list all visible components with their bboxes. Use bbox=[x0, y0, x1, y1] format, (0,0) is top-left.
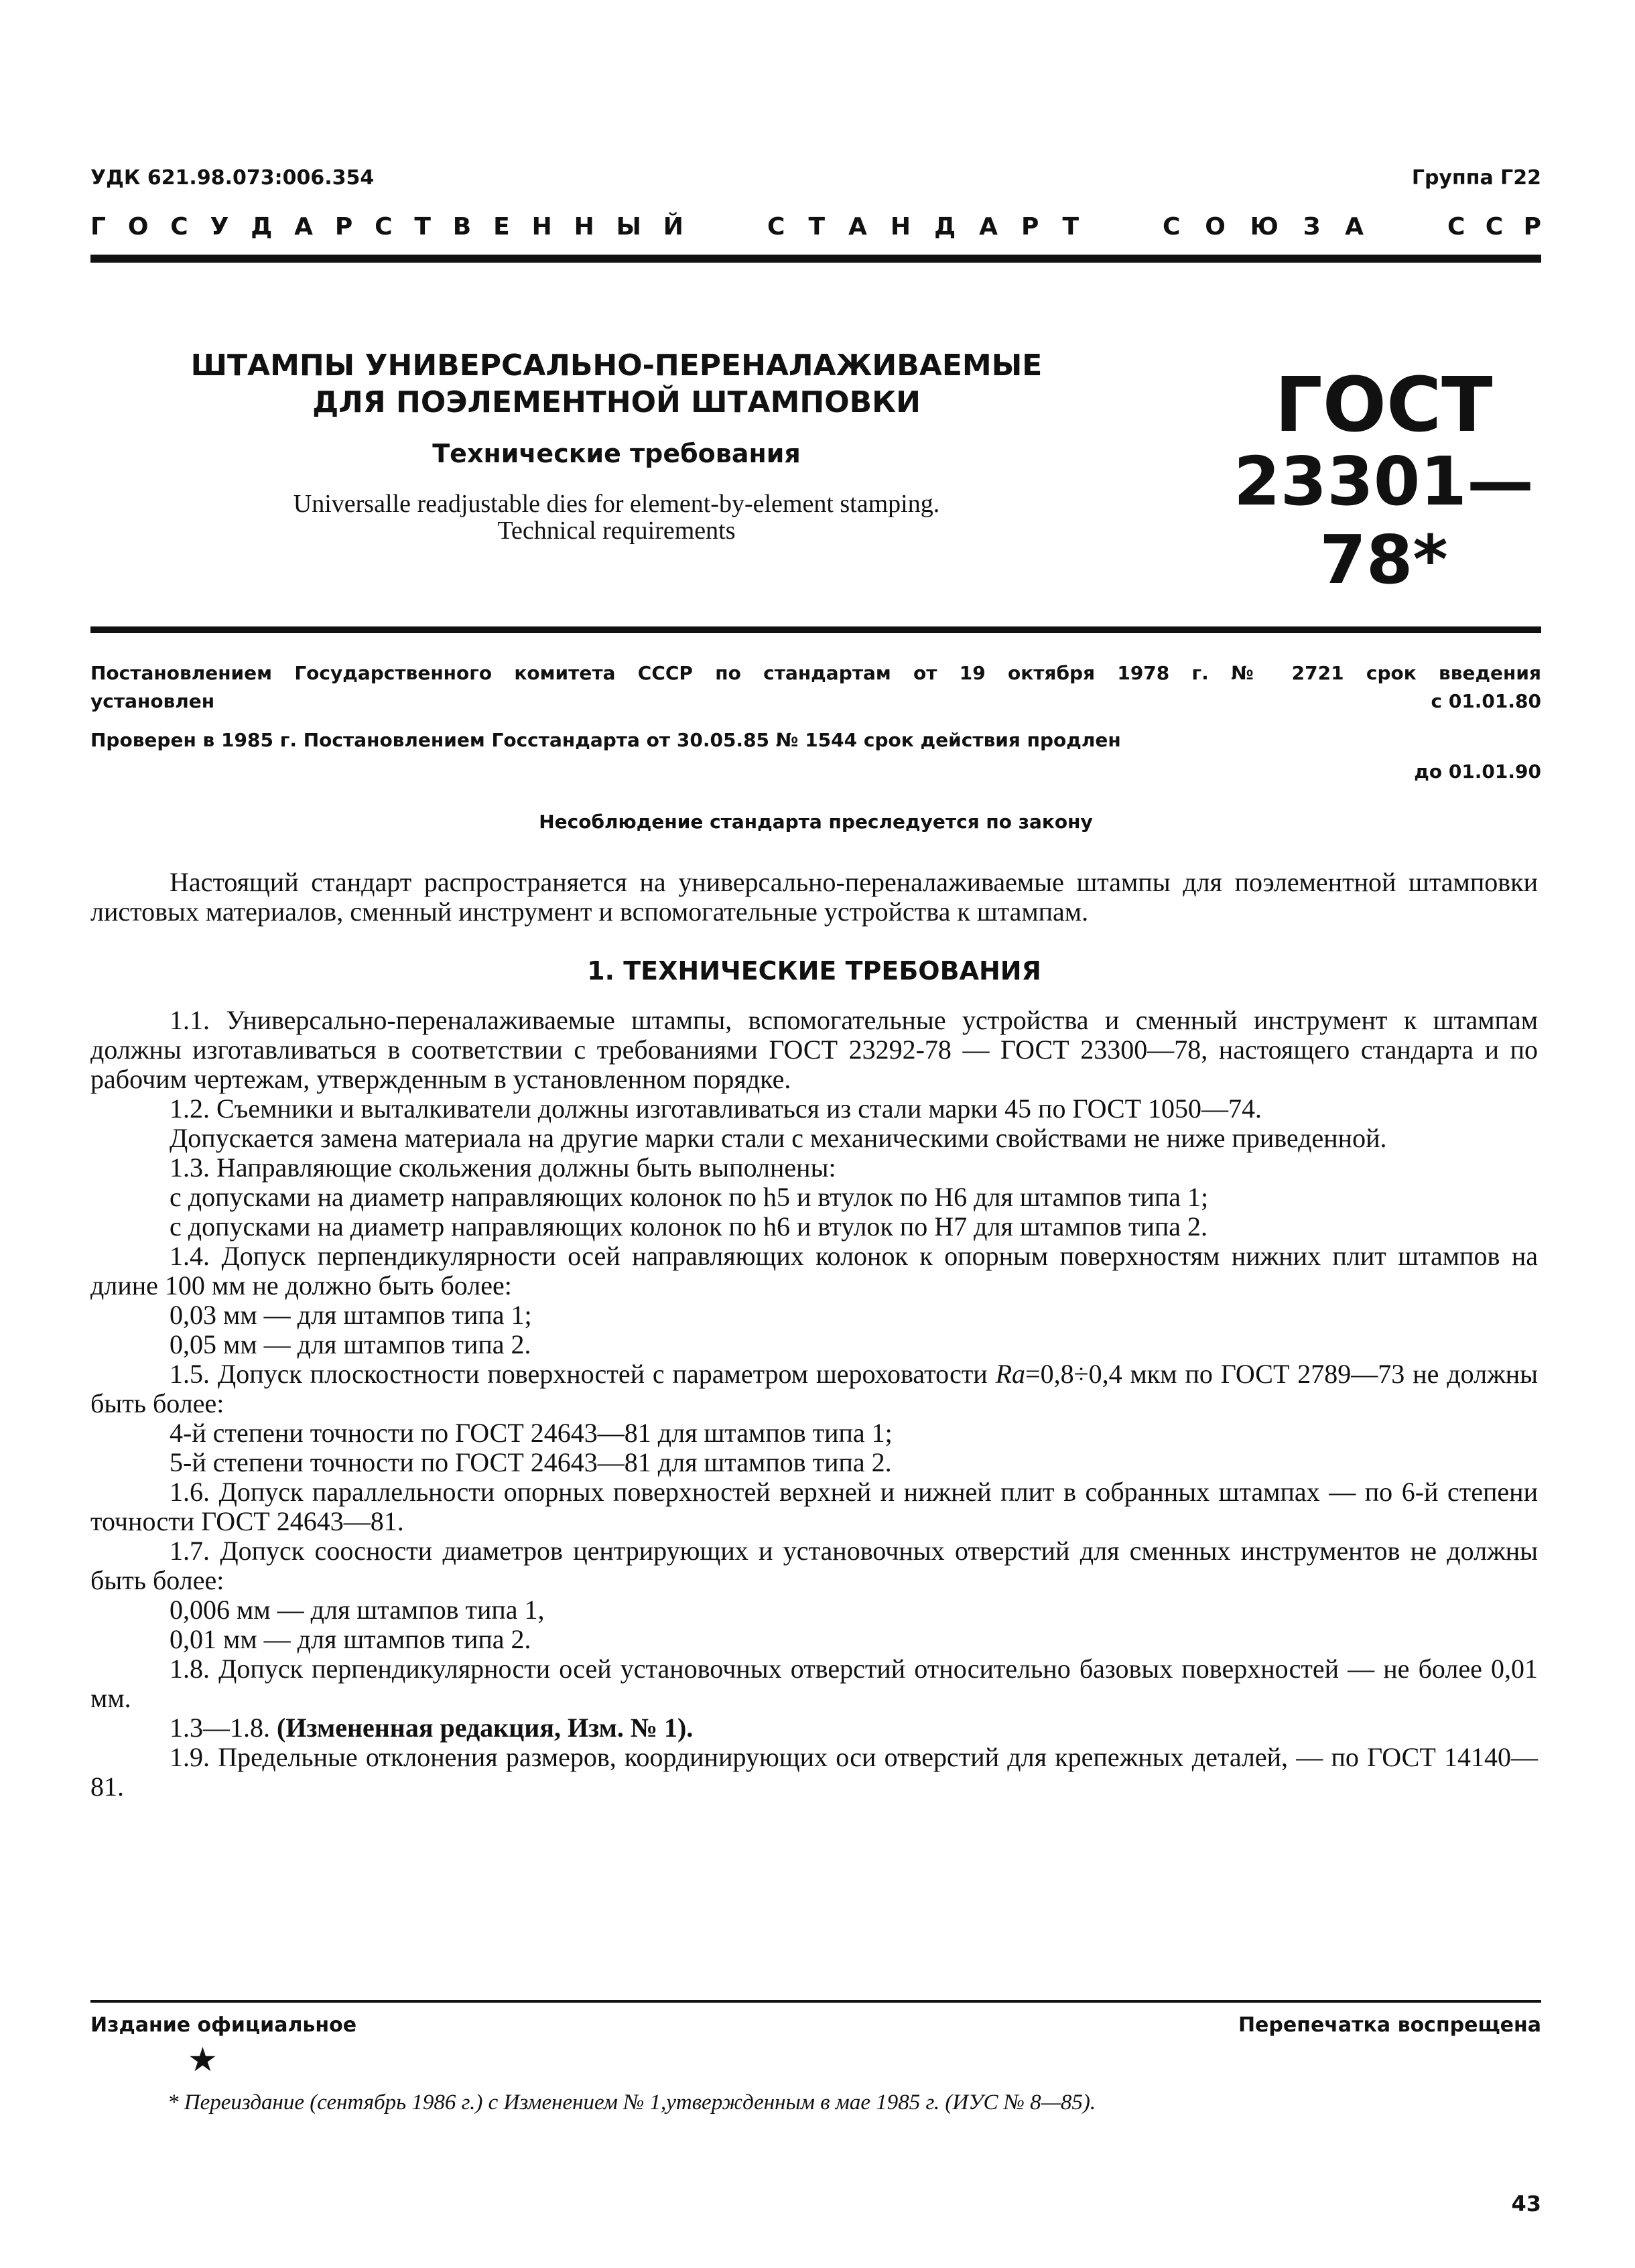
clause-1-1: 1.1. Универсально-переналаживаемые штампы, вспомогательные устройства и сменный инструмент к штампам должны изготавливаться в соответствии с требованиями ГОСТ 23292-78 — ГОСТ 23300—78, настоящего стандарта и по рабочим чертежам, утвержденным в установленном порядке. bbox=[90, 1005, 1538, 1094]
title-line-2: ДЛЯ ПОЭЛЕМЕНТНОЙ ШТАМПОВКИ bbox=[312, 385, 921, 419]
clause-1-5-ra: Ra bbox=[995, 1359, 1026, 1389]
banner-letter: Н bbox=[531, 213, 552, 241]
clause-1-3: 1.3. Направляющие скольжения должны быть выполнены: bbox=[170, 1152, 836, 1183]
banner-letter: Р bbox=[1523, 213, 1541, 241]
banner-word-1 bbox=[90, 213, 683, 247]
banner-word-2 bbox=[767, 213, 1079, 247]
banner-letter: Д bbox=[934, 213, 956, 241]
banner-letter: Д bbox=[251, 213, 273, 241]
decree-effective-date: с 01.01.80 bbox=[1431, 690, 1541, 712]
clause-1-3-b: с допусками на диаметр направляющих колонок по h6 и втулок по H7 для штампов типа 2. bbox=[170, 1211, 1208, 1242]
udk-code: УДК 621.98.073:006.354 bbox=[90, 166, 375, 190]
banner-letter: Т bbox=[1062, 213, 1079, 241]
clause-1-8: 1.8. Допуск перпендикулярности осей установочных отверстий относительно базовых поверхностей — не более 0,01 мм. bbox=[90, 1654, 1538, 1713]
decree-line-3: Проверен в 1985 г. Постановлением Госстандарта от 30.05.85 № 1544 срок действия продлен bbox=[90, 729, 1121, 751]
clause-1-2: 1.2. Съемники и выталкиватели должны изготавливаться из стали марки 45 по ГОСТ 1050—74. bbox=[170, 1093, 1262, 1124]
banner-letter: Т bbox=[808, 213, 825, 241]
clause-1-7: 1.7. Допуск соосности диаметров центрирующих и установочных отверстий для сменных инструментов не должны быть более: bbox=[90, 1536, 1538, 1595]
banner-letter: С bbox=[375, 213, 393, 241]
banner-letter: Р bbox=[334, 213, 353, 241]
intro-paragraph: Настоящий стандарт распространяется на универсально-переналаживаемые штампы для поэлементной штамповки листовых материалов, сменный инструмент и вспомогательные устройства к штампам. bbox=[90, 867, 1538, 927]
clause-1-7-b: 0,01 мм — для штампов типа 2. bbox=[170, 1624, 531, 1654]
banner-letter: Н bbox=[890, 213, 911, 241]
banner-letter: Й bbox=[663, 213, 683, 241]
banner-letter: Г bbox=[90, 213, 106, 241]
header-rule bbox=[90, 255, 1541, 263]
clause-1-6: 1.6. Допуск параллельности опорных поверхностей верхней и нижней плит в собранных штампах — по 6-й степени точности ГОСТ 24643—81. bbox=[90, 1477, 1538, 1536]
amendment-text: (Измененная редакция, Изм. № 1). bbox=[277, 1713, 694, 1743]
amendment-range: 1.3—1.8. bbox=[170, 1713, 277, 1743]
clause-1-5-a: 4-й степени точности по ГОСТ 24643—81 для штампов типа 1; bbox=[170, 1418, 893, 1448]
banner-letter: А bbox=[979, 213, 998, 241]
banner-letter: С bbox=[767, 213, 785, 241]
penalty-notice: Несоблюдение стандарта преследуется по закону bbox=[539, 811, 1093, 833]
banner-letter: О bbox=[127, 213, 149, 241]
gost-label: ГОСТ bbox=[1274, 362, 1493, 449]
clause-1-4: 1.4. Допуск перпендикулярности осей направляющих колонок к опорным поверхностям нижних плит штампов на длине 100 мм не должно быть более: bbox=[90, 1241, 1538, 1300]
banner-letter: Т bbox=[414, 213, 431, 241]
banner-letter: Ю bbox=[1250, 213, 1279, 241]
english-title-1: Universalle readjustable dies for element-by-element stamping. bbox=[293, 490, 940, 518]
reprint-prohibited: Перепечатка воспрещена bbox=[1238, 2013, 1541, 2037]
banner-letter: В bbox=[452, 213, 472, 241]
footer-rule bbox=[90, 2000, 1541, 2003]
star-icon: ★ bbox=[188, 2041, 218, 2078]
clause-1-7-a: 0,006 мм — для штампов типа 1, bbox=[170, 1595, 545, 1625]
standard-body bbox=[90, 868, 1538, 1802]
banner-letter: Н bbox=[574, 213, 594, 241]
official-edition: Издание официальное bbox=[90, 2013, 357, 2037]
banner-letter: Р bbox=[1021, 213, 1039, 241]
title-subtitle: Технические требования bbox=[432, 439, 801, 468]
banner-letter: У bbox=[210, 213, 229, 241]
decree-line-2: установлен bbox=[90, 690, 215, 712]
clause-1-3-a: с допусками на диаметр направляющих колонок по h5 и втулок по H6 для штампов типа 1; bbox=[170, 1182, 1209, 1212]
section-title: 1. ТЕХНИЧЕСКИЕ ТРЕБОВАНИЯ bbox=[587, 956, 1041, 986]
clause-1-4-a: 0,03 мм — для штампов типа 1; bbox=[170, 1300, 532, 1330]
gost-number: 23301—78* bbox=[1234, 442, 1534, 599]
clause-1-9: 1.9. Предельные отклонения размеров, координирующих оси отверстий для крепежных деталей, — по ГОСТ 14140—81. bbox=[90, 1742, 1538, 1802]
group-code: Группа Г22 bbox=[1411, 166, 1541, 190]
clause-1-4-b: 0,05 мм — для штампов типа 2. bbox=[170, 1329, 531, 1359]
banner-letter: А bbox=[848, 213, 867, 241]
page-number: 43 bbox=[1511, 2191, 1541, 2216]
state-standard-banner bbox=[90, 213, 1541, 247]
clause-1-2-note: Допускается замена материала на другие марки стали с механическими свойствами не ниже приведенной. bbox=[170, 1123, 1387, 1153]
reissue-footnote: * Переиздание (сентябрь 1986 г.) с Изменением № 1,утвержденным в мае 1985 г. (ИУС № 8—85). bbox=[168, 2090, 1096, 2115]
banner-letter: Е bbox=[493, 213, 510, 241]
banner-letter: А bbox=[294, 213, 313, 241]
banner-letter: С bbox=[1447, 213, 1465, 241]
banner-letter: З bbox=[1303, 213, 1321, 241]
english-title-2: Technical requirements bbox=[497, 517, 736, 545]
clause-1-5 bbox=[90, 1359, 1538, 1418]
banner-letter: О bbox=[1205, 213, 1226, 241]
decree-line-1: Постановлением Государственного комитета СССР по стандартам от 19 октября 1978 г. № 2721 срок введения bbox=[90, 662, 1541, 684]
clause-1-5-b: 5-й степени точности по ГОСТ 24643—81 для штампов типа 2. bbox=[170, 1447, 892, 1477]
amendment-note bbox=[90, 1713, 1538, 1743]
banner-word-4 bbox=[1447, 213, 1541, 247]
clause-1-5-pre: 1.5. Допуск плоскостности поверхностей с параметром шероховатости bbox=[170, 1359, 996, 1389]
banner-letter: С bbox=[1163, 213, 1181, 241]
title-rule bbox=[90, 626, 1541, 633]
banner-letter: С bbox=[170, 213, 188, 241]
banner-letter: А bbox=[1345, 213, 1364, 241]
banner-word-3 bbox=[1163, 213, 1364, 247]
banner-letter: С bbox=[1485, 213, 1504, 241]
clause-1-5-post: =0,8÷0,4 мкм по ГОСТ 2789—73 не должны быть более: bbox=[90, 1359, 1538, 1418]
title-line-1: ШТАМПЫ УНИВЕРСАЛЬНО-ПЕРЕНАЛАЖИВАЕМЫЕ bbox=[190, 348, 1043, 383]
banner-letter: Ы bbox=[616, 213, 641, 241]
decree-extended-date: до 01.01.90 bbox=[1414, 760, 1541, 783]
